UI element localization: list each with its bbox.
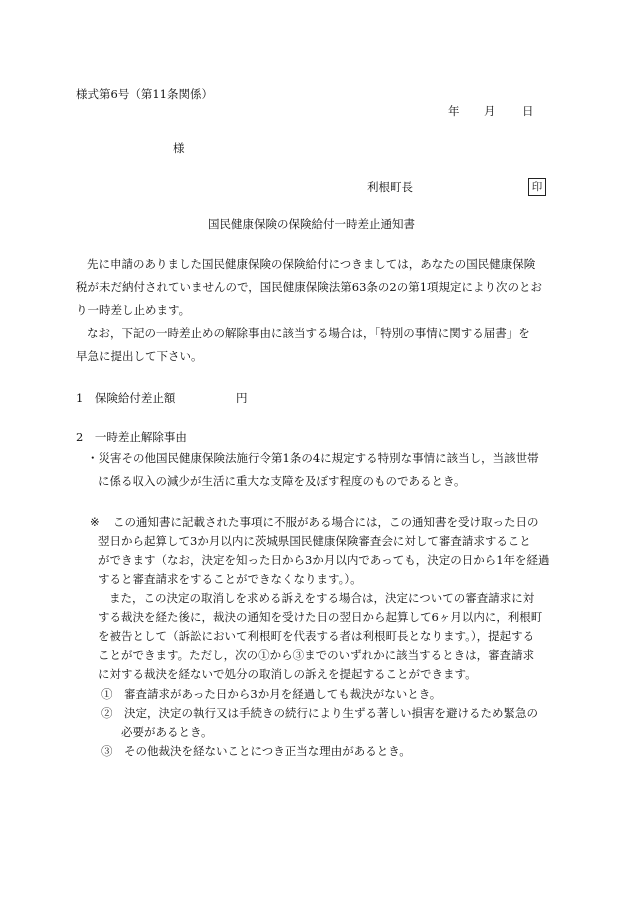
note-line7: を被告として（訴訟において利根町を代表する者は利根町長となります。），提起する [98, 629, 535, 643]
note-line5: また，この決定の取消しを求める訴えをする場合は，決定についての審査請求に対 [109, 591, 535, 605]
body-para1-line1: 先に申請のありました国民健康保険の保険給付につきましては，あなたの国民健康保険 [87, 257, 536, 271]
body-para1-line2: 税が未だ納付されていませんので，国民健康保険法第63条の2の第1項規定により次のとお [76, 280, 543, 294]
item2-line1: ・災害その他国民健康保険法施行令第1条の4に規定する特別な事情に該当し，当該世帯 [87, 451, 539, 465]
item1-label: 1 保険給付差止額 [76, 391, 176, 405]
note-condition-1: ① 審査請求があった日から3か月を経過しても裁決がないとき。 [101, 687, 442, 701]
note-line4: すると審査請求をすることができなくなります。）。 [98, 572, 362, 586]
note-condition-2: ② 決定，決定の執行又は手続きの続行により生ずる著しい損害を避けるため緊急の [101, 706, 538, 720]
date-day: 日 [522, 104, 534, 118]
date-month: 月 [484, 104, 496, 118]
body-para2-line1: なお，下記の一時差止めの解除事由に該当する場合は，「特別の事情に関する届書」を [87, 326, 530, 340]
seal-stamp: 印 [528, 178, 546, 196]
note-line8: ことができます。ただし，次の①から③までのいずれかに該当するときは，審査請求 [98, 648, 535, 662]
item1-unit: 円 [236, 391, 248, 405]
note-mark: ※ [90, 515, 100, 529]
note-condition-2-cont: 必要があるとき。 [121, 725, 213, 739]
note-line2: 翌日から起算して3か月以内に茨城県国民健康保険審査会に対して審査請求すること [98, 534, 531, 548]
note-line3: ができます（なお，決定を知った日から3か月以内であっても，決定の日から1年を経過 [98, 553, 550, 567]
note-condition-3: ③ その他裁決を経ないことにつき正当な理由があるとき。 [101, 744, 411, 758]
note-line1: この通知書に記載された事項に不服がある場合には，この通知書を受け取った日の [113, 515, 539, 529]
item2-label: 2 一時差止解除事由 [76, 430, 187, 444]
item2-line2: に係る収入の減少が生活に重大な支障を及ぼす程度のものであるとき。 [98, 474, 466, 488]
document-title: 国民健康保険の保険給付一時差止通知書 [208, 217, 415, 231]
body-para2-line2: 早急に提出して下さい。 [76, 349, 203, 363]
form-number: 様式第6号（第11条関係） [76, 87, 213, 101]
issuer-name: 利根町長 [367, 180, 413, 194]
addressee-honorific: 様 [173, 141, 185, 155]
date-year: 年 [448, 104, 460, 118]
body-para1-line3: り一時差し止めます。 [76, 303, 191, 317]
note-line6: する裁決を経た後に，裁決の通知を受けた日の翌日から起算して6ヶ月以内に，利根町 [98, 610, 543, 624]
note-line9: に対する裁決を経ないで処分の取消しの訴えを提起することができます。 [98, 667, 477, 681]
